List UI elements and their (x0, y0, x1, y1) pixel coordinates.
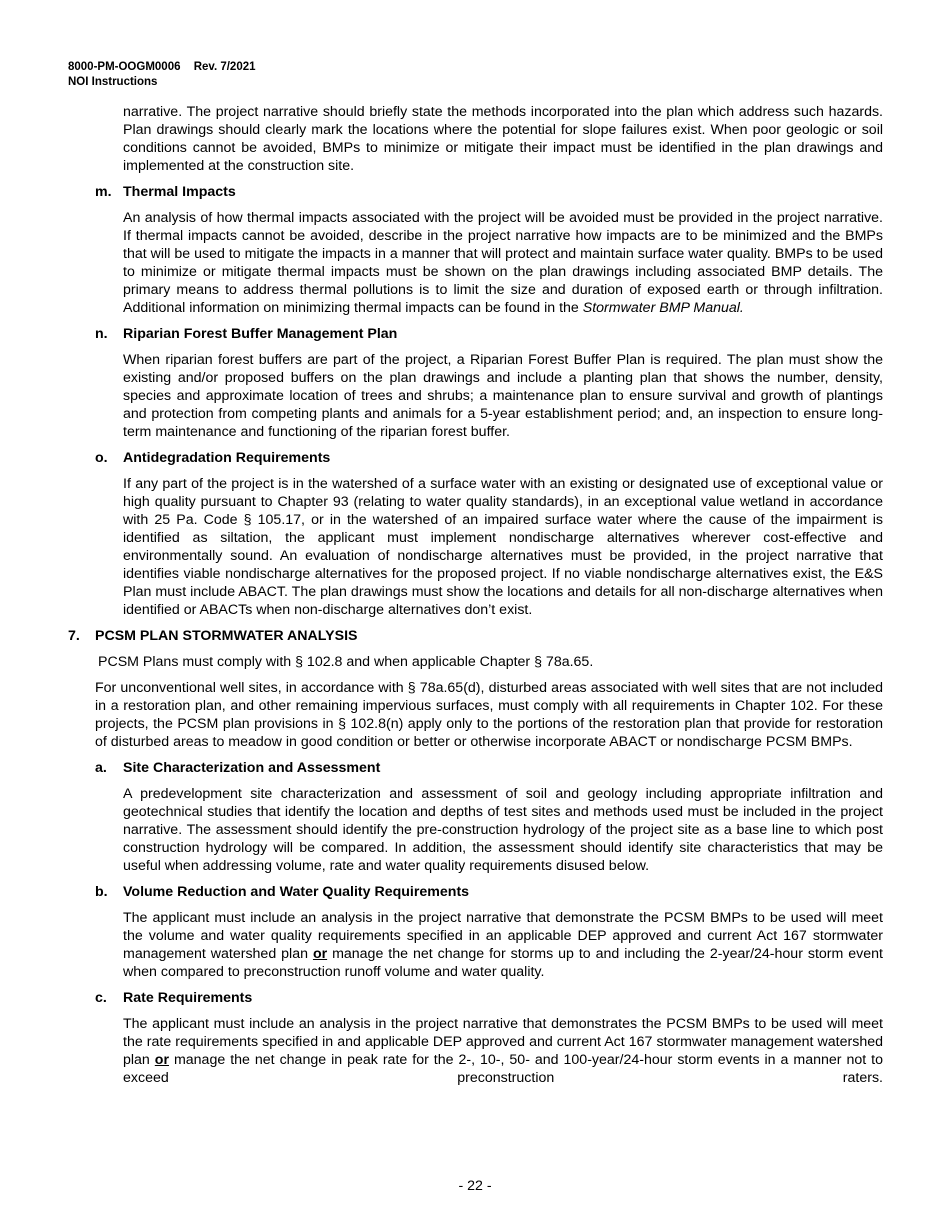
subsection-heading-o (95, 449, 883, 467)
subsection-title: Volume Reduction and Water Quality Requirements (123, 884, 470, 900)
body-text: manage the net change for storms up to and including the 2-year/24-hour storm event when compared to preconstruction runoff volume and water quality. (123, 946, 883, 980)
subsection-heading-a (95, 759, 883, 777)
subsection-heading-n (95, 325, 883, 343)
subsection-body-b (123, 909, 883, 981)
subsection-body-c (123, 1015, 883, 1087)
form-code: 8000-PM-OOGM0006 (68, 61, 181, 73)
page-content (68, 103, 883, 1087)
body-text: The applicant must include an analysis in the project narrative that demonstrate the PCSM BMPs to be used will meet the volume and water quality requirements specified in an applicable DEP approved and current Act 167 stormwater management watershed plan (123, 910, 883, 962)
subsection-title: Riparian Forest Buffer Management Plan (123, 326, 398, 342)
subsection-heading-m (95, 183, 883, 201)
subsection-heading-b (95, 883, 883, 901)
header-title: NOI Instructions (68, 76, 158, 88)
subsection-body-a: A predevelopment site characterization and assessment of soil and geology including appropriate infiltration and geotechnical studies that identify the location and depths of test sites and methods used must be included in the project narrative. The assessment should identify the pre-construction hydrology of the project site as a base line to which post construction hydrology will be compared. In addition, the assessment should identify site characteristics that may be useful when addressing volume, rate and water quality requirements disused below. (123, 786, 883, 874)
section-heading-7 (68, 627, 883, 645)
header-line-1 (68, 60, 256, 75)
subsection-body-o: If any part of the project is in the watershed of a surface water with an existing or designated use of exceptional value or high quality pursuant to Chapter 93 (relating to water quality standards), in an exceptional value wetland in accordance with 25 Pa. Code § 105.17, or in the watershed of an impaired surface water where the cause of the impairment is identified as siltation, the applicant must implement nondischarge alternatives wherever cost-effective and environmentally sound. An evaluation of nondischarge alternatives must be provided, in the project narrative that identifies viable nondischarge alternatives for the proposed project. If no viable nondischarge alternatives exist, the E&S Plan must include ABACT. The plan drawings must show the locations and details for all non-discharge alternatives when identified or ABACTs when non-discharge alternatives don’t exist. (123, 476, 883, 618)
body-text: manage the net change in peak rate for the 2-, 10-, 50- and 100-year/24-hour storm events in a manner not to exceed preconstruction raters. (123, 1052, 884, 1086)
subsection-title: Thermal Impacts (123, 184, 236, 200)
revision: Rev. 7/2021 (193, 61, 256, 73)
section-title: PCSM PLAN STORMWATER ANALYSIS (95, 628, 358, 644)
section-number: 7. (68, 628, 80, 644)
manual-reference: Stormwater BMP Manual. (582, 300, 744, 316)
document-header (68, 60, 256, 90)
page-number: - 22 - (458, 1178, 492, 1194)
section-7-lead: PCSM Plans must comply with § 102.8 and when applicable Chapter § 78a.65. (98, 654, 594, 670)
subsection-title: Site Characterization and Assessment (123, 760, 381, 776)
intro-paragraph: narrative. The project narrative should briefly state the methods incorporated into the plan which address such hazards. Plan drawings should clearly mark the locations where the potential for slope failures exist. When poor geologic or soil conditions cannot be avoided, BMPs to minimize or mitigate their impact must be identified in the plan drawings and implemented at the construction site. (123, 104, 883, 174)
subsection-title: Antidegradation Requirements (123, 450, 331, 466)
subsection-body-m (123, 209, 883, 317)
subsection-body-n: When riparian forest buffers are part of the project, a Riparian Forest Buffer Plan is required. The plan must show the existing and/or proposed buffers on the plan drawings and include a planting plan that shows the number, density, species and approximate location of trees and shrubs; a maintenance plan to ensure survival and growth of plantings and protection from competing plants and animals for a 5-year establishment period; and, an inspection to ensure long-term maintenance and functioning of the riparian forest buffer. (123, 352, 883, 440)
subsection-letter: n. (95, 326, 108, 342)
body-text: The applicant must include an analysis in the project narrative that demonstrates the PCSM BMPs to be used will meet the rate requirements specified in and applicable DEP approved and current Act 167 stormwater management watershed plan (123, 1016, 883, 1068)
emphasis-or: or (312, 946, 328, 962)
section-7-paragraph: For unconventional well sites, in accordance with § 78a.65(d), disturbed areas associated with well sites that are not included in a restoration plan, and other remaining impervious surfaces, must comply with all requirements in Chapter 102. For these projects, the PCSM plan provisions in § 102.8(n) apply only to the portions of the restoration plan that provide for restoration of disturbed areas to meadow in good condition or better or otherwise incorporate ABACT or nondischarge PCSM BMPs. (95, 680, 883, 750)
subsection-letter: a. (95, 760, 107, 776)
body-text: An analysis of how thermal impacts associated with the project will be avoided must be provided in the project narrative. If thermal impacts cannot be avoided, describe in the project narrative how impacts are to be minimized and the BMPs that will be used to mitigate the impacts in a manner that will protect and maintain surface water quality. BMPs to be used to minimize or mitigate thermal impacts must be shown on the plan drawings including associated BMP details. The primary means to address thermal pollutions is to limit the size and duration of exposed earth or through infiltration. Additional information on minimizing thermal impacts can be found in the (123, 210, 883, 316)
subsection-letter: o. (95, 450, 108, 466)
subsection-letter: b. (95, 884, 108, 900)
subsection-letter: m. (95, 184, 112, 200)
subsection-title: Rate Requirements (123, 990, 253, 1006)
subsection-letter: c. (95, 990, 107, 1006)
subsection-heading-c (95, 989, 883, 1007)
emphasis-or: or (154, 1052, 169, 1068)
